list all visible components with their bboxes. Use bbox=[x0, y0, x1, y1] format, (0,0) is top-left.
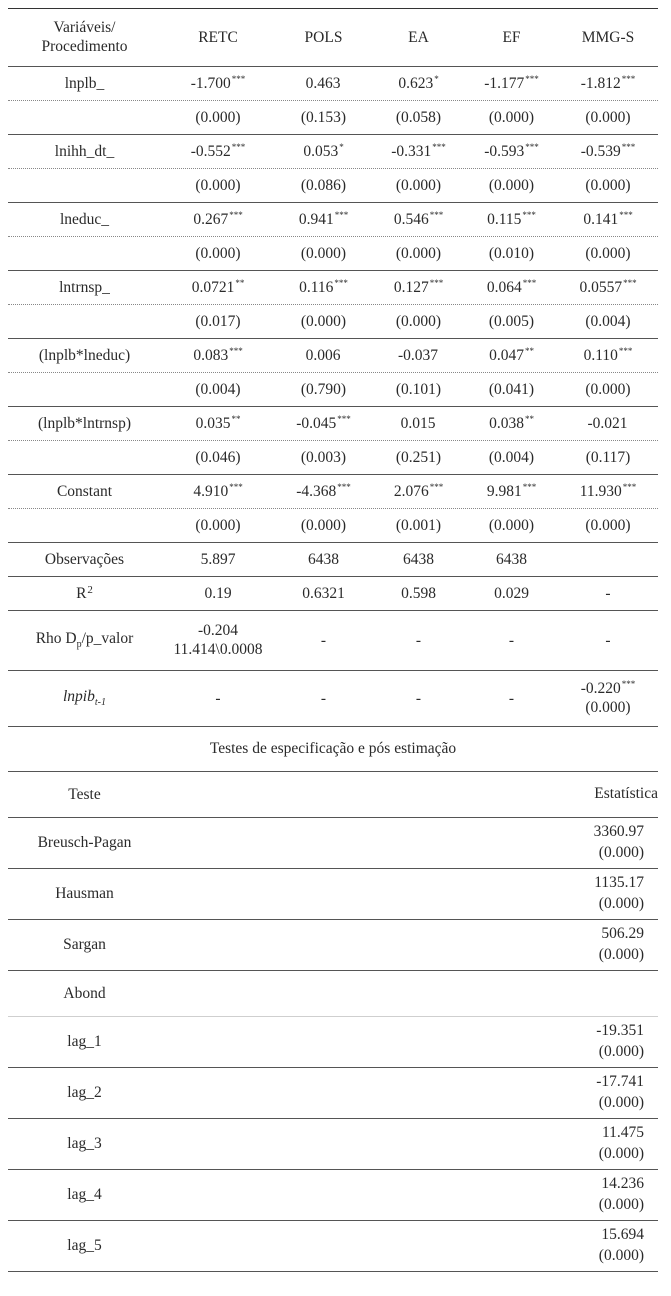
header-variables-line1: Variáveis/ bbox=[53, 18, 116, 36]
coef-ea: 0.127*** bbox=[393, 278, 444, 296]
test-pvalue: (0.000) bbox=[598, 1196, 644, 1213]
pvalue-retc: (0.017) bbox=[195, 312, 241, 330]
rho-label: Rho $D_p/p\_valor$ bbox=[35, 630, 134, 651]
coef-mmg-s: 11.930*** bbox=[579, 482, 637, 500]
test-name: lag_1 bbox=[67, 1033, 102, 1050]
pvalue-retc: (0.046) bbox=[195, 448, 241, 466]
lnpib-retc: - bbox=[215, 689, 221, 707]
observations-label: Observações bbox=[44, 550, 125, 568]
test-stat-cell bbox=[161, 822, 658, 864]
rho-mmg-s: - bbox=[605, 631, 611, 649]
pvalue-mmg-s: (0.000) bbox=[585, 176, 631, 194]
coef-retc: 0.0721** bbox=[191, 278, 245, 296]
test-pvalue: (0.000) bbox=[598, 1094, 644, 1111]
pvalue-row bbox=[8, 169, 658, 203]
pvalue-row bbox=[8, 305, 658, 339]
test-pvalue: (0.000) bbox=[598, 1145, 644, 1162]
coef-ea: -0.037 bbox=[397, 347, 439, 364]
coef-row bbox=[8, 67, 658, 101]
variable-label: Constant bbox=[56, 482, 113, 500]
variable-label: lnihh_dt_ bbox=[54, 142, 115, 160]
lnpib-row bbox=[8, 671, 658, 727]
coef-mmg-s: 0.110*** bbox=[583, 346, 633, 364]
test-name: lag_5 bbox=[67, 1237, 102, 1254]
coef-ea: -0.331*** bbox=[391, 142, 446, 160]
pvalue-mmg-s: (0.117) bbox=[585, 448, 631, 466]
observations-row bbox=[8, 543, 658, 577]
pvalue-ea: (0.101) bbox=[395, 380, 442, 398]
coef-ea: 0.546*** bbox=[393, 210, 444, 228]
test-statistic: -19.351 bbox=[596, 1022, 644, 1040]
lnpib-mmg-s bbox=[558, 679, 658, 717]
test-row bbox=[8, 1221, 658, 1272]
rho-retc-value: -0.204 bbox=[197, 621, 239, 639]
rho-retc bbox=[161, 622, 275, 659]
pvalue-pols: (0.790) bbox=[300, 380, 347, 398]
header-ef: EF bbox=[502, 28, 521, 46]
test-stat-cell bbox=[161, 1174, 658, 1216]
coef-retc: 0.083*** bbox=[193, 346, 243, 364]
test-row bbox=[8, 818, 658, 869]
rho-ea: - bbox=[415, 631, 422, 649]
tests-header-row bbox=[8, 772, 658, 818]
coef-ea: 0.623* bbox=[398, 74, 439, 92]
pvalue-pols: (0.000) bbox=[300, 312, 347, 330]
rho-retc-test: 11.414\0.0008 bbox=[173, 640, 263, 658]
pvalue-mmg-s: (0.000) bbox=[585, 380, 631, 398]
coef-mmg-s: 0.0557*** bbox=[579, 278, 637, 296]
r2-label: $R^2$ bbox=[76, 584, 93, 602]
r2-ea: 0.598 bbox=[401, 584, 436, 602]
coef-ef: 0.038** bbox=[489, 414, 534, 432]
test-row bbox=[8, 1170, 658, 1221]
abond-label: Abond bbox=[63, 984, 106, 1002]
observations-retc: 5.897 bbox=[200, 550, 236, 568]
header-retc: RETC bbox=[198, 28, 238, 46]
pvalue-ea: (0.251) bbox=[395, 448, 442, 466]
coef-mmg-s: -0.021 bbox=[587, 415, 628, 432]
test-row bbox=[8, 1017, 658, 1068]
pvalue-ea: (0.001) bbox=[395, 516, 442, 534]
rho-ef: - bbox=[508, 631, 515, 649]
coef-pols: 0.463 bbox=[305, 75, 341, 92]
pvalue-row bbox=[8, 101, 658, 135]
variable-label: lnplb_ bbox=[64, 74, 105, 92]
pvalue-row bbox=[8, 441, 658, 475]
test-stat-cell bbox=[161, 1123, 658, 1165]
coef-row bbox=[8, 271, 658, 305]
pvalue-row bbox=[8, 509, 658, 543]
tests-rows bbox=[8, 818, 658, 971]
pvalue-retc: (0.000) bbox=[195, 516, 241, 534]
coef-row bbox=[8, 203, 658, 237]
coef-pols: 0.941*** bbox=[298, 210, 349, 228]
pvalue-mmg-s: (0.000) bbox=[585, 108, 631, 126]
rho-pols: - bbox=[320, 631, 327, 649]
test-name: lag_3 bbox=[67, 1135, 102, 1152]
r2-pols: 0.6321 bbox=[302, 584, 345, 602]
test-stat-cell bbox=[161, 924, 658, 966]
coef-mmg-s: 0.141*** bbox=[583, 210, 633, 228]
pvalue-ea: (0.000) bbox=[395, 312, 442, 330]
coef-pols: 0.116*** bbox=[299, 278, 348, 296]
test-statistic: 11.475 bbox=[601, 1124, 644, 1142]
coef-row bbox=[8, 475, 658, 509]
r2-ef: 0.029 bbox=[494, 584, 529, 602]
test-row bbox=[8, 920, 658, 971]
test-name: lag_2 bbox=[67, 1084, 102, 1101]
test-row bbox=[8, 1068, 658, 1119]
tests-header-teste: Teste bbox=[68, 785, 101, 803]
pvalue-ea: (0.000) bbox=[395, 244, 442, 262]
abond-row bbox=[8, 971, 658, 1017]
coef-ea: 0.015 bbox=[400, 415, 436, 432]
test-row bbox=[8, 1119, 658, 1170]
tests-title: Testes de especificação e pós estimação bbox=[8, 727, 658, 772]
table-header-row bbox=[8, 9, 658, 67]
pvalue-ef: (0.000) bbox=[488, 108, 535, 126]
coef-retc: 0.035** bbox=[195, 414, 241, 432]
lnpib-pols: - bbox=[320, 689, 327, 707]
r2-row bbox=[8, 577, 658, 611]
coef-row bbox=[8, 135, 658, 169]
lnpib-mmg-s-coef: -0.220*** bbox=[580, 679, 636, 698]
pvalue-retc: (0.004) bbox=[195, 380, 241, 398]
pvalue-row bbox=[8, 237, 658, 271]
coef-ef: 0.115*** bbox=[487, 210, 536, 228]
lnpib-label: lnpib$_{t-1}$ bbox=[63, 688, 106, 709]
test-name: Sargan bbox=[63, 936, 106, 953]
test-statistic: 3360.97 bbox=[593, 823, 644, 841]
coef-ef: -0.593*** bbox=[484, 142, 539, 160]
header-variables-line2: Procedimento bbox=[41, 37, 128, 55]
r2-retc: 0.19 bbox=[204, 584, 232, 602]
test-stat-cell bbox=[161, 1225, 658, 1267]
lnpib-ef: - bbox=[508, 689, 515, 707]
observations-pols: 6438 bbox=[308, 550, 339, 568]
pvalue-ef: (0.041) bbox=[488, 380, 535, 398]
pvalue-ef: (0.004) bbox=[488, 448, 535, 466]
pvalue-pols: (0.000) bbox=[300, 516, 347, 534]
coef-retc: 4.910*** bbox=[193, 482, 243, 500]
test-statistic: 15.694 bbox=[601, 1226, 644, 1244]
coef-pols: -0.045*** bbox=[296, 414, 351, 432]
test-stat-cell bbox=[161, 1021, 658, 1063]
coef-ea: 2.076*** bbox=[393, 482, 444, 500]
rho-row bbox=[8, 611, 658, 671]
test-statistic: -17.741 bbox=[596, 1073, 644, 1091]
pvalue-ea: (0.058) bbox=[395, 108, 442, 126]
tests-header-estatistica: Estatística bbox=[594, 785, 658, 803]
lag-rows bbox=[8, 1017, 658, 1272]
observations-ef: 6438 bbox=[496, 550, 527, 568]
coef-ef: 9.981*** bbox=[486, 482, 537, 500]
coef-mmg-s: -0.539*** bbox=[580, 142, 636, 160]
lnpib-ea: - bbox=[415, 689, 422, 707]
test-statistic: 14.236 bbox=[601, 1175, 644, 1193]
header-variables bbox=[8, 19, 161, 56]
test-stat-cell bbox=[161, 873, 658, 915]
lnpib-mmg-s-pvalue: (0.000) bbox=[585, 699, 631, 716]
coef-mmg-s: -1.812*** bbox=[580, 74, 636, 92]
test-row bbox=[8, 869, 658, 920]
pvalue-mmg-s: (0.000) bbox=[585, 516, 631, 534]
test-statistic: 506.29 bbox=[601, 925, 644, 943]
variable-label: lneduc_ bbox=[59, 210, 110, 228]
test-name: Hausman bbox=[55, 885, 114, 902]
coef-row bbox=[8, 339, 658, 373]
coef-retc: -1.700*** bbox=[190, 74, 246, 92]
test-pvalue: (0.000) bbox=[598, 844, 644, 861]
pvalue-row bbox=[8, 373, 658, 407]
coef-ef: -1.177*** bbox=[484, 74, 539, 92]
pvalue-ef: (0.000) bbox=[488, 176, 535, 194]
pvalue-retc: (0.000) bbox=[195, 244, 241, 262]
pvalue-ef: (0.000) bbox=[488, 516, 535, 534]
header-pols: POLS bbox=[304, 28, 343, 46]
variable-label: lntrnsp_ bbox=[59, 278, 110, 296]
test-stat-cell bbox=[161, 1072, 658, 1114]
pvalue-ef: (0.010) bbox=[488, 244, 535, 262]
pvalue-mmg-s: (0.000) bbox=[585, 244, 631, 262]
pvalue-pols: (0.000) bbox=[300, 244, 347, 262]
pvalue-pols: (0.153) bbox=[300, 108, 347, 126]
pvalue-ea: (0.000) bbox=[395, 176, 442, 194]
pvalue-pols: (0.003) bbox=[300, 448, 347, 466]
r2-mmg-s: - bbox=[605, 584, 611, 602]
coef-ef: 0.064*** bbox=[486, 278, 537, 296]
coef-pols: -4.368*** bbox=[296, 482, 351, 500]
header-mmg-s: MMG-S bbox=[581, 28, 635, 46]
coef-pols: 0.053* bbox=[303, 142, 344, 160]
pvalue-pols: (0.086) bbox=[300, 176, 347, 194]
pvalue-retc: (0.000) bbox=[195, 108, 241, 126]
pvalue-ef: (0.005) bbox=[488, 312, 535, 330]
test-pvalue: (0.000) bbox=[598, 895, 644, 912]
pvalue-retc: (0.000) bbox=[195, 176, 241, 194]
coef-ef: 0.047** bbox=[489, 346, 534, 364]
coef-retc: -0.552*** bbox=[190, 142, 246, 160]
coef-row bbox=[8, 407, 658, 441]
coef-retc: 0.267*** bbox=[193, 210, 243, 228]
regression-table bbox=[8, 8, 658, 1272]
header-ea: EA bbox=[408, 28, 429, 46]
test-pvalue: (0.000) bbox=[598, 1043, 644, 1060]
test-pvalue: (0.000) bbox=[598, 1247, 644, 1264]
pvalue-mmg-s: (0.004) bbox=[585, 312, 631, 330]
coef-pols: 0.006 bbox=[305, 347, 341, 364]
variable-label: (lnplb*lntrnsp) bbox=[38, 414, 131, 432]
observations-ea: 6438 bbox=[403, 550, 434, 568]
test-name: Breusch-Pagan bbox=[37, 834, 132, 851]
coefficient-rows bbox=[8, 67, 658, 543]
test-statistic: 1135.17 bbox=[594, 874, 644, 892]
test-pvalue: (0.000) bbox=[598, 946, 644, 963]
test-name: lag_4 bbox=[67, 1186, 102, 1203]
variable-label: (lnplb*lneduc) bbox=[38, 346, 131, 364]
